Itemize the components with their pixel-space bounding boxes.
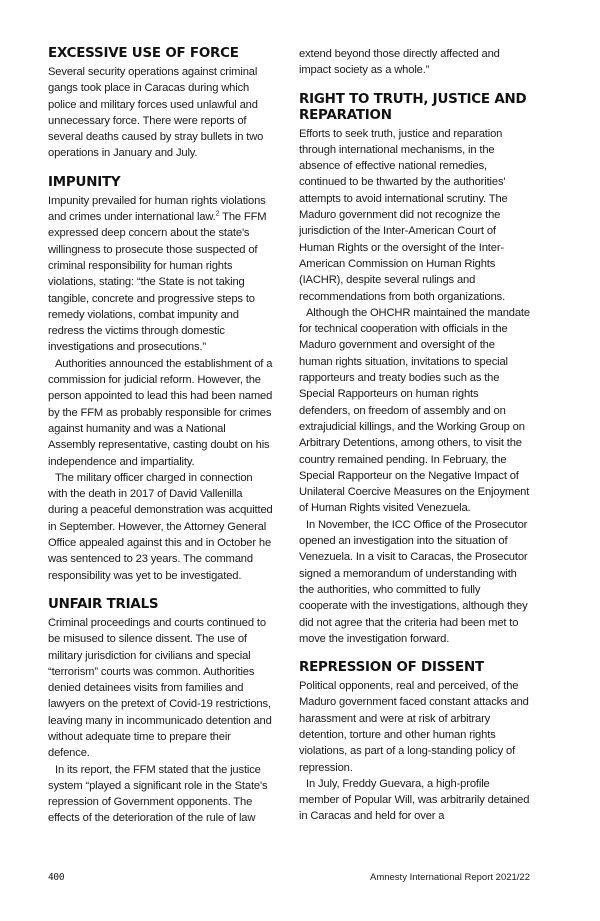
paragraph: Although the OHCHR maintained the mandate for technical cooperation with officials in the Maduro government and oversight of the human rights situation, invitations to special rapporteurs and treaty bodies such as the Special Rapporteurs on human rights defenders, on freedom of assembly and on extrajudicial killings, and the Working Group on Arbitrary Detentions, among others, to visit the country remained pending. In February, the Special Rapporteur on the Negative Impact of Unilateral Coercive Measures on the Enjoyment of Human Rights visited Venezuela. (299, 306, 530, 515)
section-right-to-truth (299, 92, 531, 648)
paragraph: In its report, the FFM stated that the justice system “played a significant role in the State's repression of Government opponents. The effects of the deterioration of the rule of law (48, 763, 268, 825)
left-column (48, 46, 274, 840)
section-heading: REPRESSION OF DISSENT (299, 660, 484, 676)
right-column (299, 46, 531, 838)
section-heading: RIGHT TO TRUTH, JUSTICE AND REPARATION (299, 91, 527, 123)
paragraph: Several security operations against criminal gangs took place in Caracas during which police and military forces used unlawful and unnecessary force. There were reports of several deaths caused by stray bullets in two operations in January and July. (48, 66, 264, 160)
section-excessive-use-of-force (48, 46, 274, 162)
paragraph-text: The FFM expressed deep concern about the state's willingness to prosecute those suspected of criminal responsibility for human rights violations, stating: “the State is not taking tangible, concrete and progressive steps to remedy violations, combat impunity and redress the victims through domestic investigations and prosecutions.” (48, 211, 267, 354)
paragraph: Criminal proceedings and courts continued to be misused to silence dissent. The use of military jurisdiction for civilians and special “terrorism” courts was common. Authorities denied detainees visits from families and lawyers on the pretext of Covid-19 restrictions, leaving many in incommunicado detention and without adequate time to prepare their defence. (48, 616, 272, 760)
paragraph: In July, Freddy Guevara, a high-profile member of Popular Will, was arbitrarily detained in Caracas and held for over a (299, 777, 530, 823)
section-heading: UNFAIR TRIALS (48, 596, 159, 612)
section-unfair-trials (48, 597, 274, 827)
section-repression-of-dissent (299, 660, 531, 825)
paragraph: Political opponents, real and perceived, of the Maduro government faced constant attacks and harassment and were at risk of arbitrary detention, torture and other human rights violations, as part of a long-standing policy of repression. (299, 680, 529, 774)
paragraph: Authorities announced the establishment of a commission for judicial reform. However, the person appointed to lead this had been named by the FFM as probably responsible for crimes against humanity and was a National Assembly representative, casting doubt on his independence and impartiality. (48, 357, 273, 468)
paragraph: Efforts to seek truth, justice and reparation through international mechanisms, in the absence of effective national remedies, continued to be thwarted by the authorities' attempts to avoid international scrutiny. The Maduro government did not recognize the jurisdiction of the Inter-American Court of Human Rights or the oversight of the Inter-American Commission on Human Rights (IACHR), despite several rulings and recommendations from both organizations. (299, 127, 508, 303)
paragraph: In November, the ICC Office of the Prosecutor opened an investigation into the situation of Venezuela. In a visit to Caracas, the Prosecutor signed a memorandum of understanding with the authorities, who committed to fully cooperate with the investigations, although they did not agree that the criteria had been met to move the investigation forward. (299, 518, 528, 645)
page-number: 400 (48, 872, 65, 883)
section-heading: EXCESSIVE USE OF FORCE (48, 46, 239, 61)
paragraph: extend beyond those directly affected and impact society as a whole.” (299, 48, 500, 77)
publication-title: Amnesty International Report 2021/22 (369, 872, 530, 883)
continued-text (299, 46, 531, 79)
section-heading: IMPUNITY (48, 174, 121, 190)
section-impunity (48, 175, 274, 584)
paragraph: The military officer charged in connection with the death in 2017 of David Vallenilla during a peaceful demonstration was acquitted in September. However, the Attorney General Office appealed against this and in October he was sentenced to 23 years. The command responsibility was yet to be investigated. (48, 471, 273, 582)
paragraph (48, 193, 274, 356)
footnote-reference[interactable]: 2 (215, 210, 220, 218)
paragraph-text: Impunity prevailed for human rights violations and crimes under international law. (48, 194, 266, 224)
